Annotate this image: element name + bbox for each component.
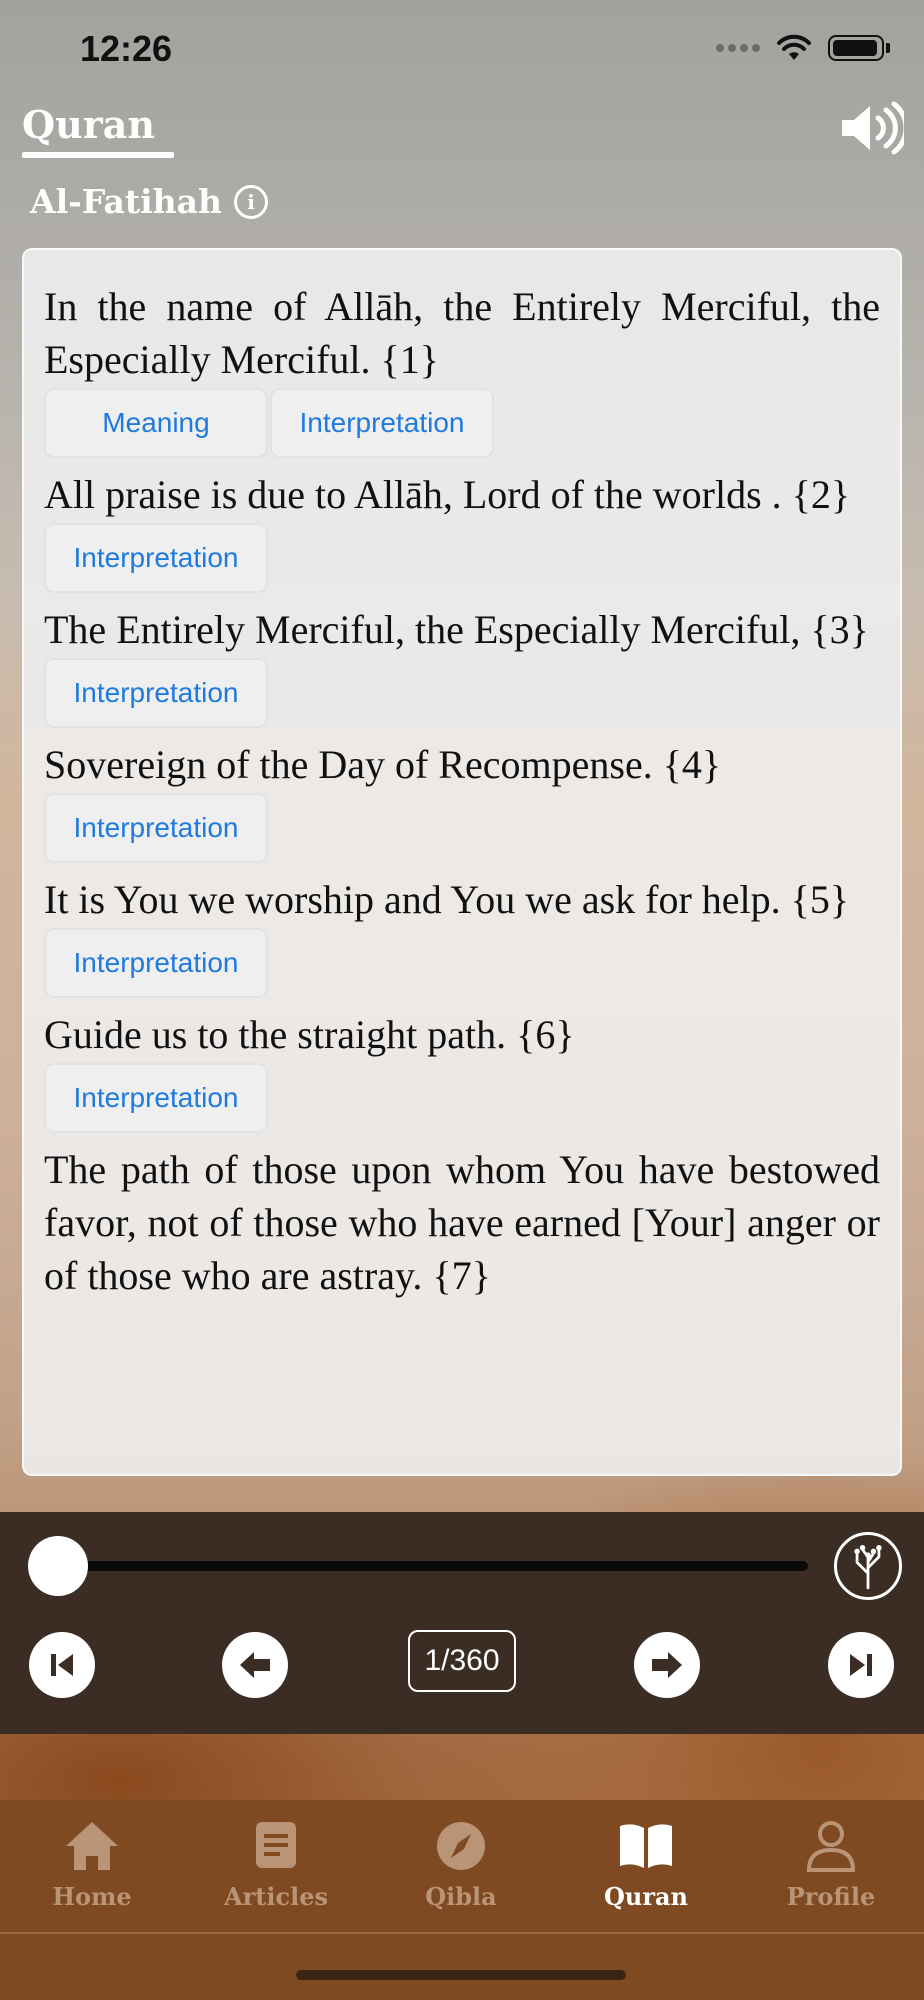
- skip-back-button[interactable]: [29, 1632, 95, 1698]
- title-underline: [22, 152, 174, 158]
- previous-button[interactable]: [222, 1632, 288, 1698]
- status-bar: [0, 0, 924, 100]
- page-title: Quran: [22, 102, 155, 147]
- articles-icon: [246, 1818, 306, 1874]
- verse-text: All praise is due to Allāh, Lord of the worlds . {2}: [44, 472, 851, 517]
- skip-forward-icon: [846, 1650, 876, 1680]
- verse-text: Sovereign of the Day of Recompense. {4}: [44, 742, 722, 787]
- tree-icon[interactable]: [834, 1532, 902, 1600]
- page-counter: 1/360: [408, 1630, 516, 1692]
- verse-item: [44, 738, 880, 863]
- skip-back-icon: [47, 1650, 77, 1680]
- interpretation-button[interactable]: Interpretation: [44, 1063, 268, 1133]
- book-icon: [616, 1818, 676, 1874]
- status-icons: [716, 34, 890, 62]
- verse-buttons: [44, 388, 880, 458]
- tab-home[interactable]: [0, 1800, 184, 1932]
- surah-header: [30, 182, 268, 221]
- tab-profile[interactable]: [739, 1800, 923, 1932]
- next-button[interactable]: [634, 1632, 700, 1698]
- speaker-icon[interactable]: [838, 100, 904, 156]
- tab-label: Quran: [604, 1882, 688, 1911]
- tab-label: Home: [52, 1882, 132, 1911]
- verse-buttons: [44, 523, 880, 593]
- verse-buttons: [44, 793, 880, 863]
- skip-forward-button[interactable]: [828, 1632, 894, 1698]
- wifi-icon: [776, 34, 812, 62]
- verse-text: It is You we worship and You we ask for help. {5}: [44, 877, 850, 922]
- tab-articles[interactable]: [184, 1800, 368, 1932]
- info-icon[interactable]: i: [234, 185, 268, 219]
- home-indicator: [296, 1970, 626, 1980]
- verse-item: [44, 603, 880, 728]
- interpretation-button[interactable]: Interpretation: [44, 523, 268, 593]
- verse-buttons: [44, 928, 880, 998]
- arrow-left-icon: [238, 1650, 272, 1680]
- status-time: 12:26: [80, 28, 173, 69]
- home-icon: [62, 1818, 122, 1874]
- meaning-button[interactable]: Meaning: [44, 388, 268, 458]
- surah-name: Al-Fatihah: [30, 182, 222, 221]
- arrow-right-icon: [650, 1650, 684, 1680]
- verse-buttons: [44, 658, 880, 728]
- verse-item: [44, 1008, 880, 1133]
- cellular-signal-icon: [716, 44, 760, 52]
- interpretation-button[interactable]: Interpretation: [44, 793, 268, 863]
- top-header: [0, 100, 924, 160]
- tab-bar: [0, 1800, 924, 1934]
- compass-icon: [431, 1818, 491, 1874]
- verse-text: Guide us to the straight path. {6}: [44, 1012, 575, 1057]
- tab-label: Qibla: [425, 1882, 497, 1911]
- verse-text: The path of those upon whom You have bestowed favor, not of those who have earned [Your] anger or of those who are astray. {7}: [44, 1147, 880, 1298]
- verse-item: [44, 1143, 880, 1302]
- audio-player: [0, 1512, 924, 1734]
- profile-icon: [801, 1818, 861, 1874]
- battery-icon: [828, 35, 884, 61]
- progress-slider-thumb[interactable]: [28, 1536, 88, 1596]
- interpretation-button[interactable]: Interpretation: [270, 388, 494, 458]
- verse-item: [44, 280, 880, 458]
- verse-item: [44, 468, 880, 593]
- verse-item: [44, 873, 880, 998]
- home-indicator-area: [0, 1934, 924, 2000]
- tab-qibla[interactable]: [369, 1800, 553, 1932]
- verse-panel[interactable]: [22, 248, 902, 1476]
- tab-quran[interactable]: [554, 1800, 738, 1932]
- tab-label: Profile: [786, 1882, 876, 1911]
- verse-text: In the name of Allāh, the Entirely Merciful, the Especially Merciful. {1}: [44, 284, 880, 382]
- interpretation-button[interactable]: Interpretation: [44, 928, 268, 998]
- verse-buttons: [44, 1063, 880, 1133]
- tab-label: Articles: [224, 1882, 328, 1911]
- interpretation-button[interactable]: Interpretation: [44, 658, 268, 728]
- progress-slider-track[interactable]: [56, 1561, 808, 1571]
- verse-text: The Entirely Merciful, the Especially Merciful, {3}: [44, 607, 869, 652]
